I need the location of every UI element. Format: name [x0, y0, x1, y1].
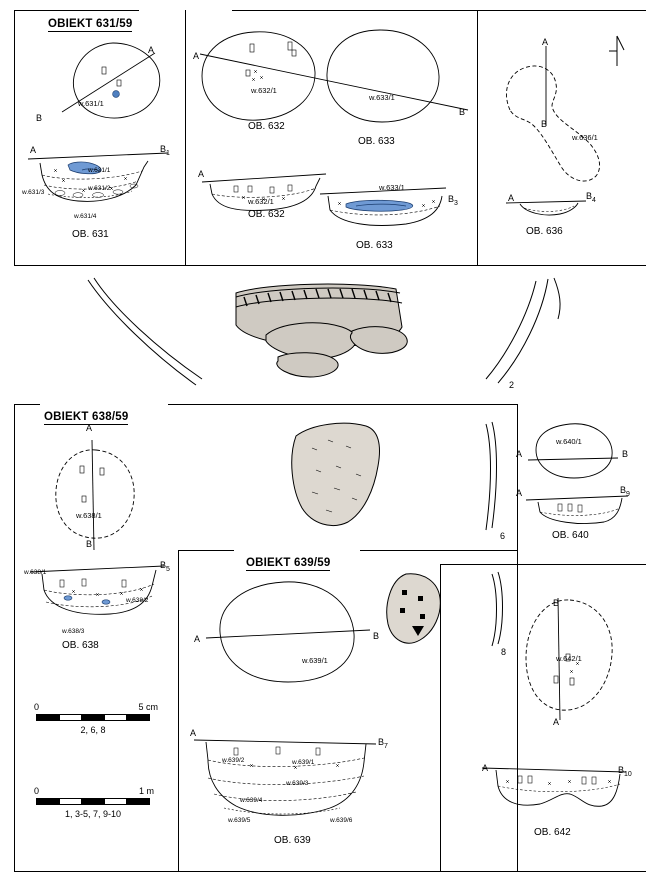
- plan-633-fill-label: w.633/1: [369, 93, 395, 102]
- panel-frame-638-right: [517, 404, 518, 564]
- plan-631-label-b: B: [36, 113, 43, 123]
- panel-frame-top-edge-right: [232, 10, 646, 11]
- plan-640-label-b: B: [622, 449, 629, 459]
- scale-bar-m-caption: 1, 3-5, 7, 9-10: [64, 809, 122, 819]
- section-642-label-b: $B_{10}$: [618, 765, 632, 778]
- scale-bar-m-max: 1 m: [138, 786, 154, 796]
- scale-bar-cm-zero: 0: [34, 702, 40, 712]
- panel-title-639: OBIEKT 639/59: [246, 557, 331, 569]
- artifact-2-number: 2: [509, 380, 515, 390]
- section-632-caption: OB. 632: [248, 209, 285, 220]
- scale-bar-m-track: [36, 798, 150, 805]
- section-631-caption: OB. 631: [72, 229, 109, 240]
- section-631-label-a: A: [30, 145, 37, 155]
- plan-638-label-a: A: [86, 423, 93, 433]
- scale-bar-m-zero: 0: [34, 786, 40, 796]
- panel-frame-638-top-left: [14, 404, 40, 405]
- scale-bar-cm-track: [36, 714, 150, 721]
- artifact-6-drawing: [282, 418, 392, 533]
- plan-639-outline: [204, 578, 374, 688]
- scale-seg: [37, 715, 60, 720]
- plan-632-fill-label: w.632/1: [251, 86, 277, 95]
- section-633-fill-label: w.633/1: [379, 183, 405, 192]
- plan-639-label-a: A: [194, 634, 201, 644]
- section-640-label-b: $B_9$: [620, 485, 630, 498]
- plan-638-label-b: B: [86, 539, 93, 549]
- section-640-caption: OB. 640: [552, 530, 589, 541]
- section-631-layer-1: w.631/1: [88, 167, 111, 174]
- plan-639-label-b: B: [373, 631, 380, 641]
- plan-642-fill-label: w.642/1: [556, 654, 582, 663]
- section-639-layer-5: w.639/5: [228, 817, 251, 824]
- section-639-layer-6: w.639/6: [330, 817, 353, 824]
- section-636-drawing: [500, 195, 600, 225]
- section-640-drawing: [524, 490, 634, 532]
- plan-636-label-a: A: [542, 37, 549, 47]
- section-638-drawing: [24, 562, 174, 644]
- plan-636-fill-label: w.636/1: [572, 133, 598, 142]
- section-639-caption: OB. 639: [274, 835, 311, 846]
- scale-seg: [82, 799, 105, 804]
- section-632-label-a: A: [198, 169, 205, 179]
- panel-frame-top-edge: [14, 10, 139, 11]
- plan-636-label-b: B: [541, 119, 548, 129]
- section-631-layer-4: w.631/4: [74, 213, 97, 220]
- plan-631-fill-label: w.631/1: [78, 99, 104, 108]
- artifact-8-drawing: [378, 570, 454, 650]
- artifact-6-profile: [480, 420, 506, 535]
- plan-633-caption: OB. 633: [358, 136, 395, 147]
- plan-640-fill-label: w.640/1: [556, 437, 582, 446]
- artifact-6-number: 6: [500, 531, 506, 541]
- scale-bar-cm-caption: 2, 6, 8: [80, 725, 106, 735]
- panel-frame-bottom: [14, 871, 646, 872]
- section-631-label-b: $B_1$: [160, 144, 170, 157]
- scale-seg: [105, 715, 128, 720]
- plan-640-outline: [524, 420, 624, 482]
- north-arrow-icon: [606, 34, 628, 68]
- section-639-label-a: A: [190, 728, 197, 738]
- plan-638-fill-label: w.638/1: [76, 511, 102, 520]
- scale-seg: [82, 715, 105, 720]
- scale-seg: [127, 715, 149, 720]
- artifact-8-number: 8: [501, 647, 507, 657]
- section-638-caption: OB. 638: [62, 640, 99, 651]
- artifact-2-drawing: [66, 275, 586, 395]
- plan-640-label-a: A: [516, 449, 523, 459]
- section-631-layer-3: w.631/3: [22, 189, 45, 196]
- section-636-label-b: $B_4$: [586, 191, 596, 204]
- scale-bar-m: [34, 786, 154, 819]
- plan-632-caption: OB. 632: [248, 121, 285, 132]
- section-638-layer-2: w.638/2: [126, 597, 149, 604]
- plan-633-label-b: B: [459, 107, 466, 117]
- section-632-633-drawing: [196, 168, 460, 238]
- plan-639-fill-label: w.639/1: [302, 656, 328, 665]
- panel-frame-639-top-right: [360, 550, 517, 551]
- artifact-8-profile: [486, 570, 512, 650]
- section-639-layer-1: w.639/1: [292, 759, 315, 766]
- plan-631-symbols: [55, 40, 170, 125]
- panel-frame-639-top-left: [178, 550, 234, 551]
- scale-bar-cm: [34, 702, 158, 735]
- plan-632-label-a: A: [193, 51, 200, 61]
- scale-seg: [60, 715, 83, 720]
- scale-seg: [105, 799, 128, 804]
- panel-divider-632: [185, 10, 186, 266]
- plan-638-outline: [44, 440, 154, 555]
- section-639-layer-3: w.639/3: [286, 780, 309, 787]
- plan-642-label-a: A: [553, 717, 560, 727]
- panel-title-638: OBIEKT 638/59: [44, 411, 129, 423]
- scale-bar-cm-max: 5 cm: [138, 702, 158, 712]
- plan-642-label-b: B: [553, 598, 560, 608]
- scale-seg: [60, 799, 83, 804]
- panel-title-631: OBIEKT 631/59: [48, 18, 133, 30]
- plan-631-label-a: A: [148, 45, 155, 55]
- section-640-label-a: A: [516, 488, 523, 498]
- panel-divider-639-left: [178, 550, 179, 871]
- section-631-layer-2: w.631/2: [88, 185, 111, 192]
- section-638-layer-3: w.638/3: [62, 628, 85, 635]
- scale-seg: [37, 799, 60, 804]
- section-638-label-b: $B_5$: [160, 560, 170, 573]
- section-639-label-b: $B_7$: [378, 737, 388, 750]
- plan-632-633-outline: [196, 28, 472, 133]
- section-639-layer-4: w.639/4: [240, 797, 263, 804]
- panel-frame-640-bottom: [440, 564, 646, 565]
- panel-frame-638-top-right: [168, 404, 518, 405]
- section-633-label-b: $B_3$: [448, 194, 458, 207]
- scale-seg: [127, 799, 149, 804]
- section-632-fill-label: w.632/1: [248, 197, 274, 206]
- panel-frame-638-left: [14, 404, 15, 871]
- section-642-caption: OB. 642: [534, 827, 571, 838]
- section-642-drawing: [478, 760, 638, 830]
- section-642-label-a: A: [482, 763, 489, 773]
- section-639-layer-2: w.639/2: [222, 757, 245, 764]
- section-636-label-a: A: [508, 193, 515, 203]
- panel-divider-636: [477, 10, 478, 266]
- section-636-caption: OB. 636: [526, 226, 563, 237]
- plan-636-outline: [488, 37, 618, 190]
- section-638-layer-1: w.638/1: [24, 569, 47, 576]
- section-633-caption: OB. 633: [356, 240, 393, 251]
